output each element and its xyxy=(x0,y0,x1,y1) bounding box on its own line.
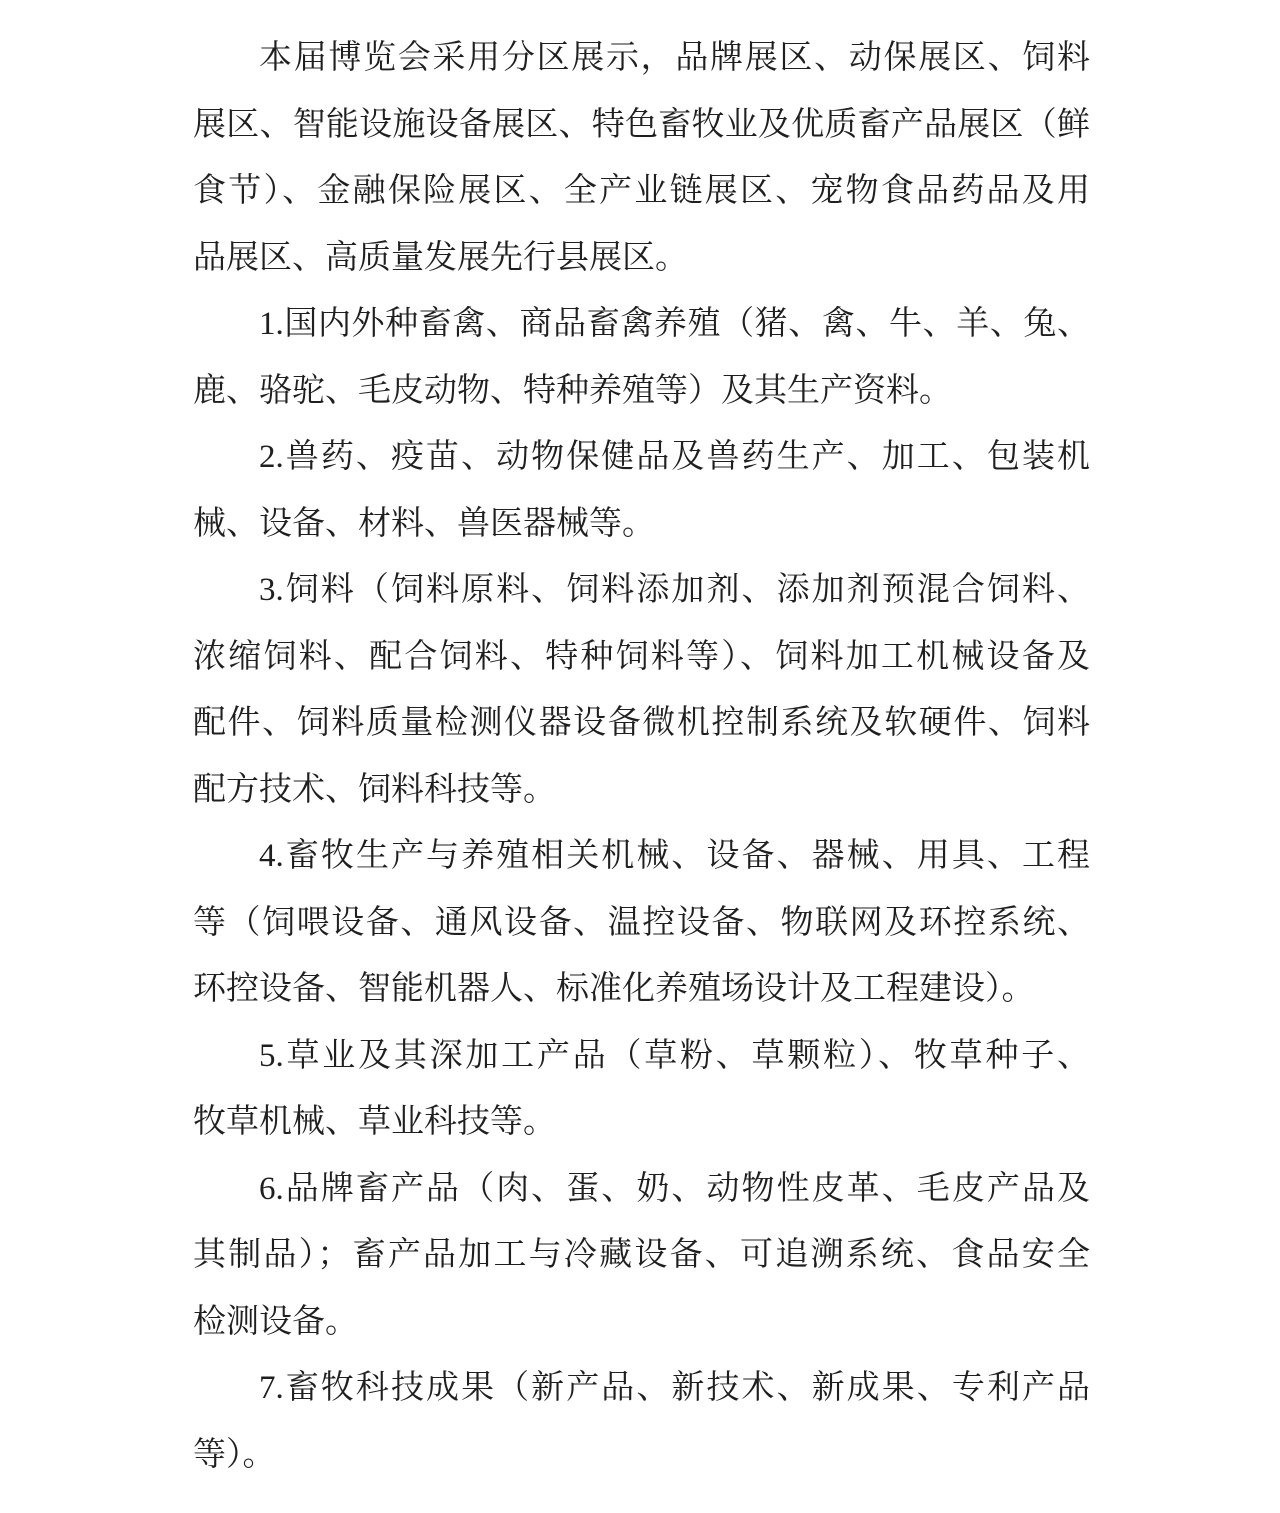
item-4-paragraph xyxy=(193,823,1090,1023)
text-line: 品展区、高质量发展先行县展区。 xyxy=(193,239,688,276)
text-line: 配方技术、饲料科技等。 xyxy=(193,771,556,808)
text-line: 展区、智能设施设备展区、特色畜牧业及优质畜产品展区（鲜 xyxy=(193,106,1090,143)
text-line: 本届博览会采用分区展示，品牌展区、动保展区、饲料 xyxy=(259,40,1090,76)
intro-paragraph xyxy=(193,25,1090,291)
item-6-paragraph xyxy=(193,1156,1090,1356)
text-line: 5.草业及其深加工产品（草粉、草颗粒）、牧草种子、 xyxy=(259,1037,1090,1074)
text-line: 食节）、金融保险展区、全产业链展区、宠物食品药品及用 xyxy=(193,173,1090,209)
text-line: 7.畜牧科技成果（新产品、新技术、新成果、专利产品 xyxy=(259,1370,1090,1406)
text-line: 2.兽药、疫苗、动物保健品及兽药生产、加工、包装机 xyxy=(259,439,1090,475)
text-line: 械、设备、材料、兽医器械等。 xyxy=(193,505,655,542)
text-line: 3.饲料（饲料原料、饲料添加剂、添加剂预混合饲料、 xyxy=(259,572,1090,608)
text-line: 其制品）；畜产品加工与冷藏设备、可追溯系统、食品安全 xyxy=(193,1237,1090,1273)
item-1-paragraph xyxy=(193,291,1090,424)
text-line: 等（饲喂设备、通风设备、温控设备、物联网及环控系统、 xyxy=(193,904,1090,941)
text-line: 1.国内外种畜禽、商品畜禽养殖（猪、禽、牛、羊、兔、 xyxy=(259,306,1090,342)
text-line: 6.品牌畜产品（肉、蛋、奶、动物性皮革、毛皮产品及 xyxy=(259,1170,1090,1207)
text-line: 4.畜牧生产与养殖相关机械、设备、器械、用具、工程 xyxy=(259,838,1090,874)
text-line: 牧草机械、草业科技等。 xyxy=(193,1104,556,1140)
text-line: 环控设备、智能机器人、标准化养殖场设计及工程建设）。 xyxy=(193,971,1035,1007)
text-line: 鹿、骆驼、毛皮动物、特种养殖等）及其生产资料。 xyxy=(193,372,952,409)
item-7-paragraph xyxy=(193,1355,1090,1488)
item-2-paragraph xyxy=(193,424,1090,557)
item-3-paragraph xyxy=(193,557,1090,823)
text-line: 浓缩饲料、配合饲料、特种饲料等）、饲料加工机械设备及 xyxy=(193,638,1090,675)
text-line: 检测设备。 xyxy=(193,1303,358,1340)
text-line: 配件、饲料质量检测仪器设备微机控制系统及软硬件、饲料 xyxy=(193,705,1090,741)
text-line: 等）。 xyxy=(193,1436,276,1473)
item-5-paragraph xyxy=(193,1023,1090,1156)
